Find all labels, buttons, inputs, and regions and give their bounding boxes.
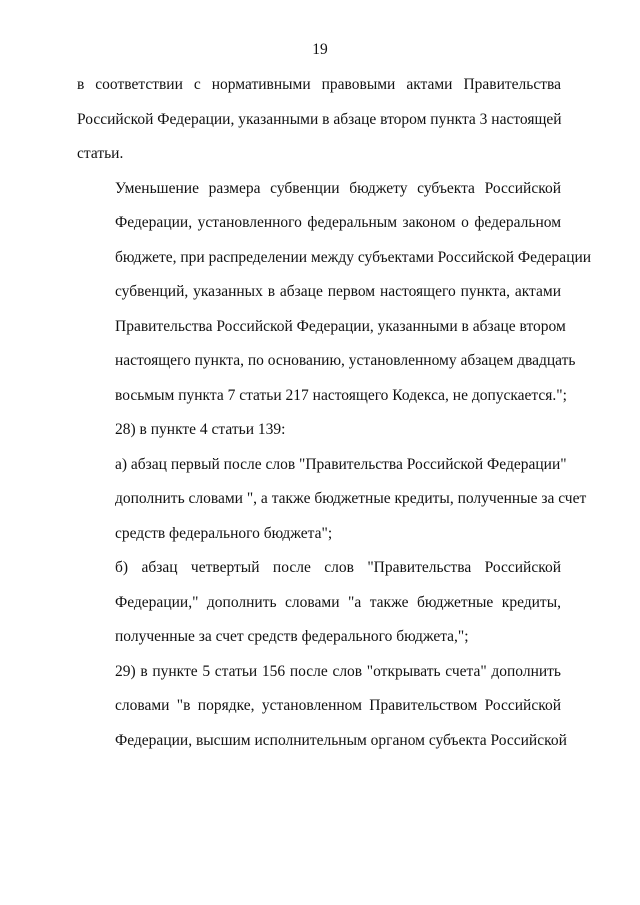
text-line: полученные за счет средств федерального бюджета,"; [115, 628, 469, 645]
text-line: словами "в порядке, установленном Правительством Российской [115, 697, 561, 714]
text-line: б) абзац четвертый после слов "Правительства Российской [115, 559, 561, 576]
text-line: бюджете, при распределении между субъектами Российской Федерации [115, 248, 592, 266]
text-line: восьмым пункта 7 статьи 217 настоящего Кодекса, не допускается."; [115, 386, 567, 404]
text-line: Российской Федерации, указанными в абзаце втором пункта 3 настоящей [77, 110, 562, 128]
paragraph-item-28 [77, 413, 561, 448]
text-line: дополнить словами ", а также бюджетные кредиты, полученные за счет [115, 490, 587, 507]
document-body [77, 68, 592, 758]
paragraph-item-28-a [77, 448, 587, 552]
text-line: а) абзац первый после слов "Правительства Российской Федерации" [115, 455, 567, 473]
paragraph-subvention-reduction [77, 172, 592, 414]
paragraph-item-29 [77, 655, 567, 759]
text-line: Федерации, установленного федеральным законом о федеральном [115, 214, 561, 231]
text-line: в соответствии с нормативными правовыми актами Правительства [77, 76, 561, 93]
text-line: субвенций, указанных в абзаце первом настоящего пункта, актами [115, 283, 561, 300]
text-line: Уменьшение размера субвенции бюджету субъекта Российской [115, 179, 561, 197]
text-line: 28) в пункте 4 статьи 139: [115, 421, 286, 438]
text-line: 29) в пункте 5 статьи 156 после слов "открывать счета" дополнить [115, 662, 561, 680]
text-line: настоящего пункта, по основанию, установленному абзацем двадцать [115, 352, 576, 369]
text-line: Федерации, высшим исполнительным органом субъекта Российской [115, 731, 567, 749]
text-line: Правительства Российской Федерации, указанными в абзаце втором [115, 317, 566, 335]
paragraph-item-28-b [77, 551, 561, 655]
text-line: Федерации," дополнить словами "а также бюджетные кредиты, [115, 593, 561, 611]
text-line: статьи. [77, 145, 124, 162]
page-number: 19 [312, 41, 328, 58]
text-line: средств федерального бюджета"; [115, 524, 333, 542]
paragraph-continuation [77, 68, 561, 172]
